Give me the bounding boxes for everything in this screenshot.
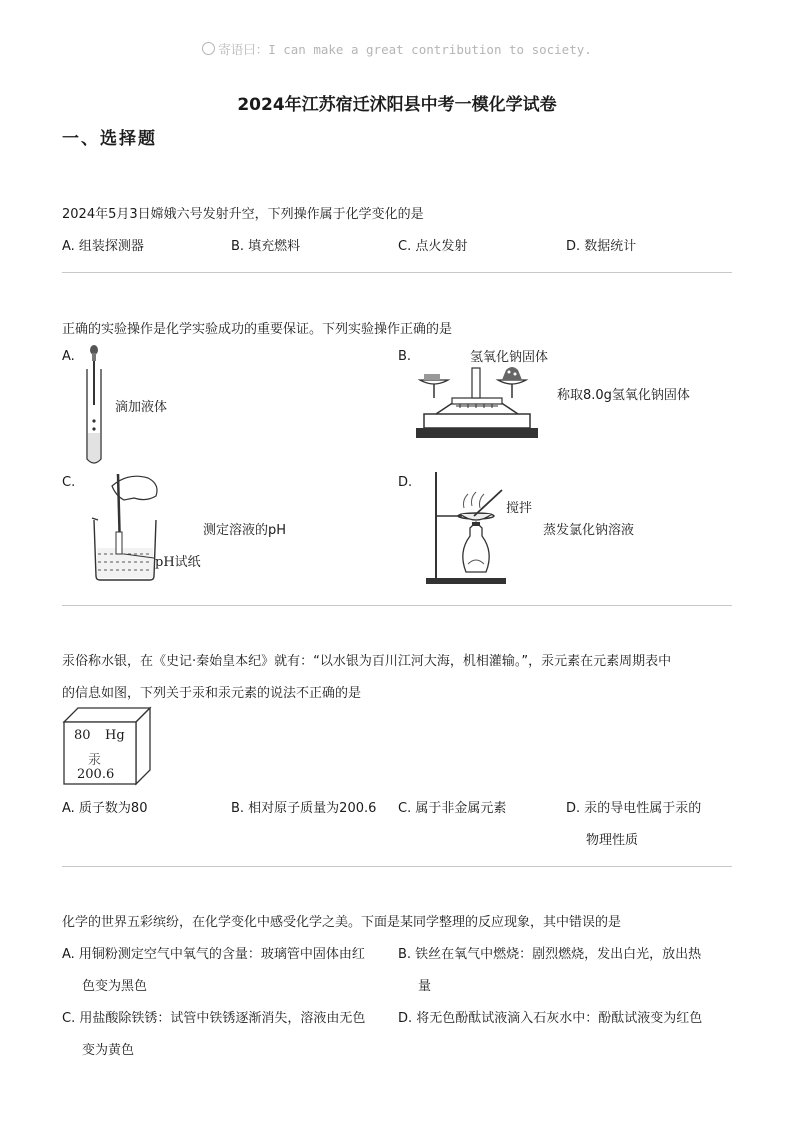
element-atomic-number: 80 (74, 728, 91, 743)
divider (62, 866, 732, 867)
q2-b-caption: 称取8.0g氢氧化钠固体 (557, 388, 690, 403)
divider (62, 605, 732, 606)
element-name: 汞 (88, 753, 102, 768)
element-symbol: Hg (105, 728, 125, 743)
evaporation-setup-figure (420, 468, 533, 586)
q2-c-caption: 测定溶液的pH (203, 523, 287, 538)
q2-option-a-letter[interactable]: A. (62, 349, 75, 364)
motto-header (0, 40, 794, 58)
q2-d-stir-label: 搅拌 (506, 501, 533, 516)
q1-option-b[interactable]: B. 填充燃料 (231, 239, 301, 254)
q3-stem-line2: 的信息如图，下列关于汞和汞元素的说法不正确的是 (62, 686, 362, 701)
q3-stem-line1: 汞俗称水银，在《史记·秦始皇本纪》就有：“以水银为百川江河大海，机相灌输。”，汞元素在元素周期表中 (62, 654, 672, 669)
q4-option-d[interactable]: D. 将无色酚酞试液滴入石灰水中：酚酞试液变为红色 (398, 1011, 703, 1026)
q1-stem: 2024年5月3日嫦娥六号发射升空，下列操作属于化学变化的是 (62, 207, 424, 222)
motto-text: 寄语曰：I can make a great contribution to society. (218, 42, 592, 57)
q1-option-d[interactable]: D. 数据统计 (566, 239, 637, 254)
q4-option-b-cont: 量 (418, 979, 432, 994)
q2-c-ph-paper-label: pH试纸 (155, 555, 201, 570)
section-heading: 一、选择题 (62, 129, 157, 149)
q1-option-c[interactable]: C. 点火发射 (398, 239, 468, 254)
balance-scale-figure (412, 362, 544, 442)
q2-d-caption: 蒸发氯化钠溶液 (543, 523, 635, 538)
q4-option-a-cont: 色变为黑色 (82, 979, 148, 994)
smiley-icon (202, 42, 215, 55)
q3-option-c[interactable]: C. 属于非金属元素 (398, 801, 507, 816)
q2-stem: 正确的实验操作是化学实验成功的重要保证。下列实验操作正确的是 (62, 322, 453, 337)
page-title: 2024年江苏宿迁沭阳县中考一模化学试卷 (237, 95, 557, 115)
divider (62, 272, 732, 273)
q2-a-caption: 滴加液体 (115, 400, 168, 415)
q4-option-c[interactable]: C. 用盐酸除铁锈：试管中铁锈逐渐消失，溶液由无色 (62, 1011, 366, 1026)
q4-stem: 化学的世界五彩缤纷，在化学变化中感受化学之美。下面是某同学整理的反应现象，其中错误的是 (62, 915, 622, 930)
q4-option-b[interactable]: B. 铁丝在氧气中燃烧：剧烈燃烧，发出白光，放出热 (398, 947, 702, 962)
q3-option-a[interactable]: A. 质子数为80 (62, 801, 148, 816)
q1-option-a[interactable]: A. 组装探测器 (62, 239, 144, 254)
dropper-test-tube-figure (80, 343, 120, 468)
q2-option-b-letter[interactable]: B. (398, 349, 412, 364)
q2-b-top-label: 氢氧化钠固体 (470, 350, 549, 365)
q3-option-d-cont: 物理性质 (586, 833, 639, 848)
q3-option-d[interactable]: D. 汞的导电性属于汞的 (566, 801, 702, 816)
q4-option-c-cont: 变为黄色 (82, 1043, 135, 1058)
q2-option-d-letter[interactable]: D. (398, 475, 413, 490)
element-atomic-mass: 200.6 (77, 767, 115, 782)
q4-option-a[interactable]: A. 用铜粉测定空气中氧气的含量：玻璃管中固体由红 (62, 947, 365, 962)
q2-option-c-letter[interactable]: C. (62, 475, 76, 490)
q3-option-b[interactable]: B. 相对原子质量为200.6 (231, 801, 377, 816)
